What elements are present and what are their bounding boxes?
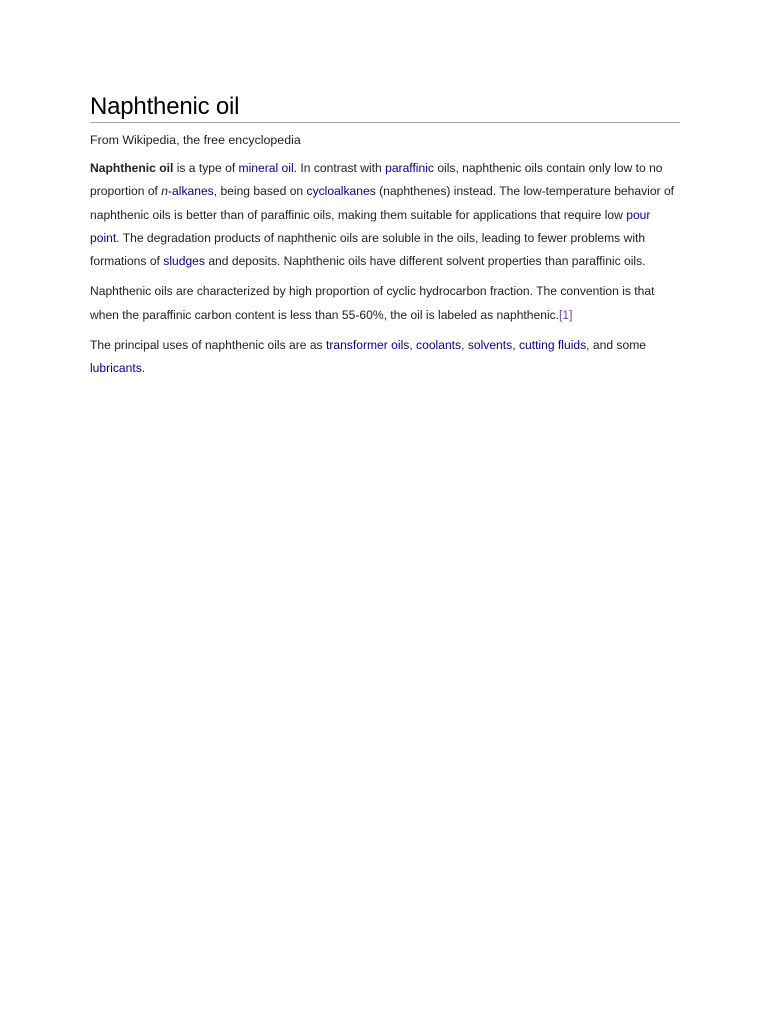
text-run: . In contrast with xyxy=(293,161,386,175)
separator: , xyxy=(461,338,468,353)
separator: , xyxy=(409,338,417,353)
paragraph-intro xyxy=(90,157,680,273)
text-run: . xyxy=(141,361,146,376)
link-mineral-oil[interactable]: mineral oil xyxy=(238,161,294,175)
link-sludges[interactable]: sludges xyxy=(163,254,205,269)
text-run: oils, naphthenic oils contain only low to no proportion of xyxy=(90,161,663,199)
page-title: Naphthenic oil xyxy=(90,92,680,123)
article-container xyxy=(90,92,680,381)
site-tagline: From Wikipedia, the free encyclopedia xyxy=(90,133,301,147)
text-run: and deposits. Naphthenic oils have different solvent properties than paraffinic oils. xyxy=(204,254,646,269)
link-cutting-fluids[interactable]: cutting fluids xyxy=(518,338,587,353)
text-run: , being based on xyxy=(213,184,307,199)
link-cycloalkanes[interactable]: cycloalkanes xyxy=(306,184,376,199)
separator: , xyxy=(512,338,519,353)
link-coolants[interactable]: coolants xyxy=(416,338,462,353)
text-run: Naphthenic oils are characterized by high proportion of cyclic hydrocarbon fraction. The convention is that when the paraffinic carbon content is less than 55-60%, the oil is labeled as naphthenic. xyxy=(90,284,655,322)
link-pour-point[interactable]: pour point xyxy=(90,207,651,245)
text-run: (naphthenes) instead. The low-temperature behavior of naphthenic oils is better than of paraffinic oils, making them suitable for applications that require low xyxy=(90,184,675,222)
text-run: The principal uses of naphthenic oils are as xyxy=(90,338,326,353)
italic-n: n xyxy=(161,184,168,199)
link-paraffinic[interactable]: paraffinic xyxy=(385,161,434,175)
link-lubricants[interactable]: lubricants xyxy=(90,361,142,376)
bold-term: Naphthenic oil xyxy=(90,161,174,175)
link-n-alkanes[interactable] xyxy=(161,184,213,198)
paragraph-characterization xyxy=(90,280,680,327)
text-run: . The degradation products of naphthenic oils are soluble in the oils, leading to fewer problems with formations of xyxy=(90,230,646,269)
link-solvents[interactable]: solvents xyxy=(467,338,513,353)
paragraph-uses xyxy=(90,334,680,381)
text-run: is a type of xyxy=(173,161,239,175)
text-run: , and some xyxy=(586,338,647,353)
link-n-alkanes-label: -alkanes xyxy=(168,184,214,199)
reference-link-1[interactable]: [1] xyxy=(559,307,573,322)
link-transformer-oils[interactable]: transformer oils xyxy=(325,338,410,353)
